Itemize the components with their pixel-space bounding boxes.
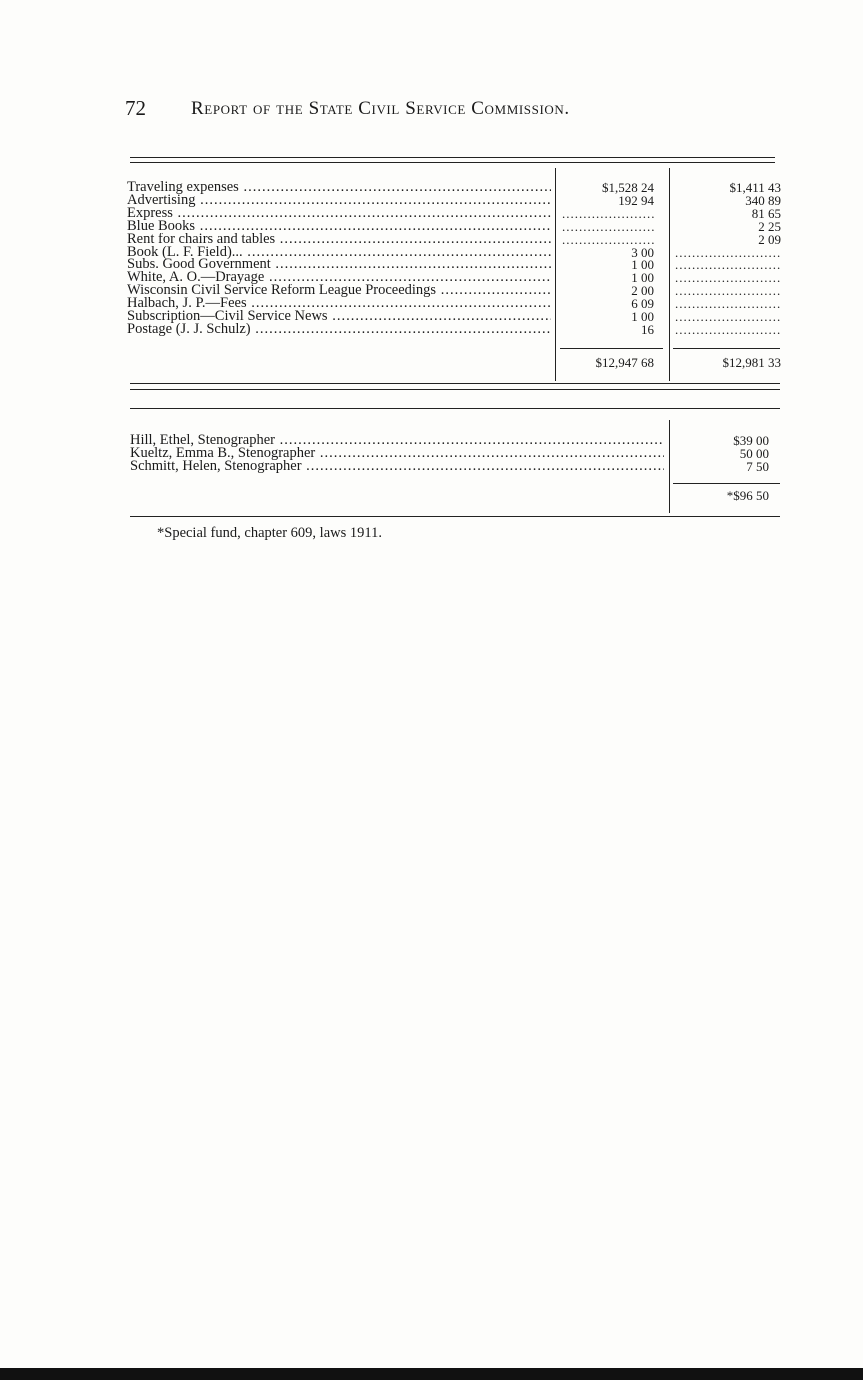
- total-rule-col2: [673, 348, 780, 349]
- amount-col1: 1 00: [631, 309, 654, 324]
- table-row: [127, 233, 787, 246]
- table-row: [130, 460, 780, 473]
- table-row: [130, 447, 780, 460]
- table-row: [127, 323, 787, 336]
- row-label: Advertising .....: [127, 194, 551, 207]
- dot-leader: [675, 258, 781, 271]
- table-row: [127, 310, 787, 323]
- table-row: [127, 194, 787, 207]
- bottom-double-rule-2: [130, 389, 780, 390]
- amount: $39 00: [733, 433, 769, 448]
- amount-col2: 81 65: [751, 205, 781, 221]
- table-row: [130, 434, 780, 447]
- dot-leader: [562, 220, 654, 233]
- dot-leader: [675, 310, 781, 323]
- row-label: Book (L. F. Field)... .....: [127, 246, 551, 259]
- amount: 50 00: [739, 445, 769, 461]
- total-col1: $12,947 68: [595, 355, 654, 370]
- dot-leader: [675, 246, 781, 259]
- amount-col1: $1,528 24: [602, 180, 654, 195]
- row-label: Postage (J. J. Schulz) .....: [127, 323, 551, 336]
- row-label: Halbach, J. P.—Fees .....: [127, 297, 551, 310]
- amount-col2: 2 25: [758, 218, 781, 234]
- salary-bottom-rule: [130, 516, 780, 517]
- amount-col2: 340 89: [745, 192, 781, 208]
- dot-leader: [675, 297, 781, 310]
- amount-col1: 1 00: [631, 270, 654, 286]
- amount-col1: 1 00: [631, 257, 654, 273]
- table-row: [127, 271, 787, 284]
- amount-col1: 2 00: [631, 283, 654, 299]
- salary-total-rule: [673, 483, 780, 484]
- table-row: [127, 220, 787, 233]
- salary-total: *$96 50: [726, 488, 769, 503]
- amount-col1: 3 00: [631, 244, 654, 260]
- amount-col1: 192 94: [618, 192, 654, 208]
- amount: 7 50: [746, 458, 769, 474]
- row-label: Wisconsin Civil Service Reform League Proceedings .....: [127, 284, 551, 297]
- dot-leader: [675, 323, 781, 336]
- salary-top-rule: [130, 408, 780, 409]
- amount-col2: $1,411 43: [729, 180, 781, 195]
- bottom-double-rule-1: [130, 383, 780, 384]
- row-label: Subs. Good Government .....: [127, 258, 551, 271]
- row-label: Traveling expenses .....: [127, 181, 551, 194]
- table-row: [127, 284, 787, 297]
- row-label: Subscription—Civil Service News .....: [127, 310, 551, 323]
- top-double-rule-1: [130, 157, 775, 158]
- amount-col2: 2 09: [758, 231, 781, 247]
- row-label: Schmitt, Helen, Stenographer .....: [130, 460, 664, 473]
- amount-col1: 6 09: [631, 296, 654, 312]
- page-number: 72: [125, 96, 146, 120]
- table-row: [127, 297, 787, 310]
- row-label: Hill, Ethel, Stenographer .....: [130, 434, 664, 447]
- total-rule-col1: [560, 348, 663, 349]
- amount-col1: 16: [641, 321, 654, 337]
- top-double-rule-2: [130, 162, 775, 163]
- table-row: [127, 258, 787, 271]
- table-row: [127, 246, 787, 259]
- running-head: Report of the State Civil Service Commission.: [191, 98, 570, 119]
- row-label: White, A. O.—Drayage .....: [127, 271, 551, 284]
- table-row: [127, 181, 787, 194]
- row-label: Rent for chairs and tables .....: [127, 233, 551, 246]
- dot-leader: [675, 284, 781, 297]
- dot-leader: [675, 271, 781, 284]
- footnote: *Special fund, chapter 609, laws 1911.: [157, 525, 382, 541]
- page-header: [125, 96, 745, 126]
- scan-edge-bar: [0, 1368, 863, 1380]
- row-label: Kueltz, Emma B., Stenographer .....: [130, 447, 664, 460]
- table-row: [127, 207, 787, 220]
- row-label: Blue Books .....: [127, 220, 551, 233]
- row-label: Express .....: [127, 207, 551, 220]
- total-col2: $12,981 33: [722, 355, 781, 370]
- dot-leader: [562, 233, 654, 246]
- dot-leader: [562, 207, 654, 220]
